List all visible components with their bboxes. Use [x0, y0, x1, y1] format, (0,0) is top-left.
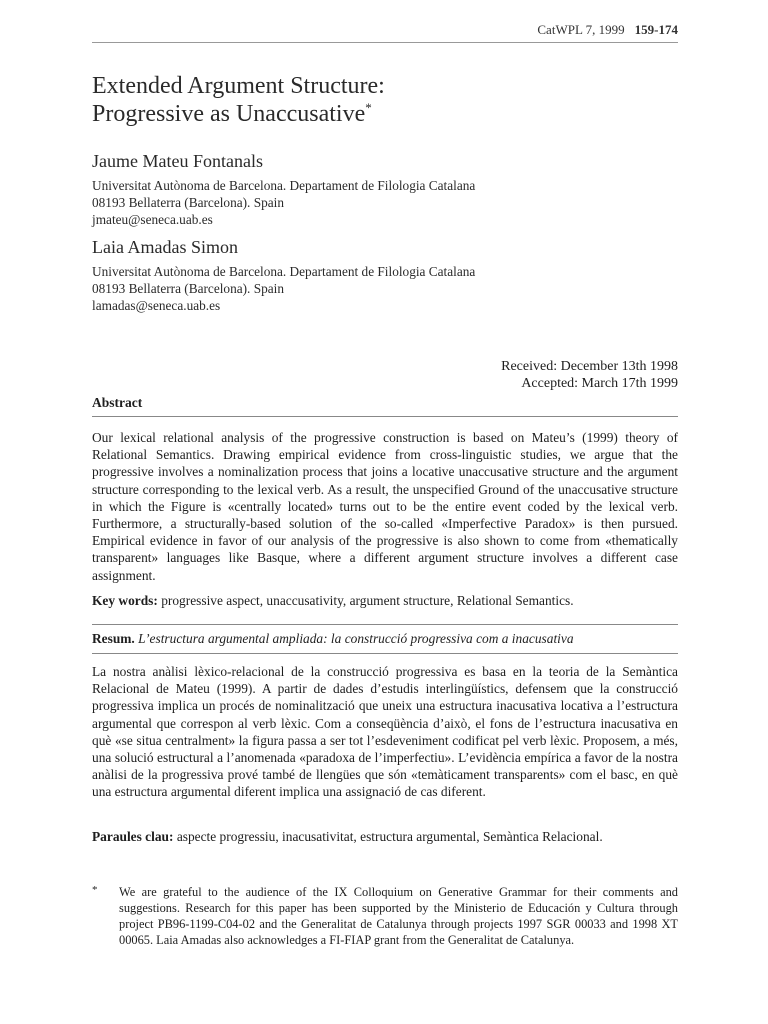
author-2-email: lamadas@seneca.uab.es	[92, 298, 221, 313]
submission-dates	[501, 358, 678, 392]
resum-keywords	[92, 828, 678, 845]
author-1-email: jmateu@seneca.uab.es	[92, 212, 213, 227]
abstract-text: Our lexical relational analysis of the progressive construction is based on Mateu’s (1999) theory of Relational Semantics. Drawing empirical evidence from cross-linguistic studies, we argue that the progressive involves a nominalization process that joins a locative unaccusative structure and the argument structure corresponding to the lexical verb. As a result, the unspecified Ground of the unaccusative structure in which the Figure is «centrally located» turns out to be the entire event coded by the lexical verb. Furthermore, a structurally-based solution of the so-called «Imperfective Paradox» is then pursued. Empirical evidence in favor of our analysis of the progressive is also shown to come from «thematically transparent» languages like Basque, where a different argument structure involves a different case assignment.	[92, 430, 678, 583]
abstract-keywords	[92, 592, 678, 609]
header-rule	[92, 42, 678, 43]
footnote-mark: *	[92, 884, 98, 896]
resum-label: Resum.	[92, 631, 135, 646]
author-1-address: 08193 Bellaterra (Barcelona). Spain	[92, 195, 284, 210]
resum-heading	[92, 631, 678, 647]
paraules-clau-list: aspecte progressiu, inacusativitat, estructura argumental, Semàntica Relacional.	[176, 829, 603, 844]
running-head	[537, 22, 678, 38]
page-range: 159-174	[634, 22, 678, 37]
abstract-rule	[92, 416, 678, 417]
author-2-name: Laia Amadas Simon	[92, 237, 238, 257]
author-1-institution: Universitat Autònoma de Barcelona. Departament de Filologia Catalana	[92, 178, 476, 193]
received-date: Received: December 13th 1998	[501, 359, 678, 374]
resum-title: L’estructura argumental ampliada: la construcció progressiva com a inacusativa	[138, 631, 574, 646]
resum-top-rule	[92, 624, 678, 625]
resum-bottom-rule	[92, 653, 678, 654]
author-1-name: Jaume Mateu Fontanals	[92, 151, 263, 171]
author-2-institution: Universitat Autònoma de Barcelona. Departament de Filologia Catalana	[92, 264, 476, 279]
author-1-affiliation	[92, 177, 475, 228]
paraules-clau-label: Paraules clau:	[92, 829, 174, 844]
resum-text: La nostra anàlisi lèxico-relacional de la construcció progressiva es basa en la teoria de la Semàntica Relacional de Mateu (1999). A partir de dades d’estudis interlingüístics, defensem que la construcció progressiva implica un procés de nominalització que uneix una estructura inacusativa locativa a l’estructura argumental que correspon al verb lèxic. Com a conseqüència d’això, el fons de l’estructura inacusativa en què «se situa centralment» la figura passa a ser tot l’esdeveniment codificat pel verb lèxic. Proposem, a més, una solució estructural a l’anomenada «paradoxa de l’imperfectiu». L’evidència empírica a favor de la nostra anàlisi de la progressiva prové també de llengües que són «temàticament transparents» com el basc, en què una estructura argumental diferent implica una assignació de cas diferent.	[92, 664, 678, 800]
journal-citation: CatWPL 7, 1999	[537, 22, 625, 37]
author-2-affiliation	[92, 263, 475, 314]
keywords-list: progressive aspect, unaccusativity, argument structure, Relational Semantics.	[161, 593, 574, 608]
keywords-label: Key words:	[92, 593, 158, 608]
author-2-address: 08193 Bellaterra (Barcelona). Spain	[92, 281, 284, 296]
abstract-heading: Abstract	[92, 395, 143, 410]
accepted-date: Accepted: March 17th 1999	[521, 376, 678, 391]
title-line-1: Extended Argument Structure:	[92, 73, 385, 99]
title-footnote-mark: *	[365, 100, 372, 115]
paper-title	[92, 72, 385, 128]
title-line-2: Progressive as Unaccusative	[92, 101, 366, 127]
footnote-text: We are grateful to the audience of the IX Colloquium on Generative Grammar for their comments and suggestions. Research for this paper has been supported by the Ministerio de Educación y Cultura through project PB96-1199-C04-02 and the Generalitat de Catalunya through projects 1997 SGR 00033 and 1998 XT 00065. Laia Amadas also acknowledges a FI-FIAP grant from the Generalitat de Catalunya.	[119, 885, 678, 947]
